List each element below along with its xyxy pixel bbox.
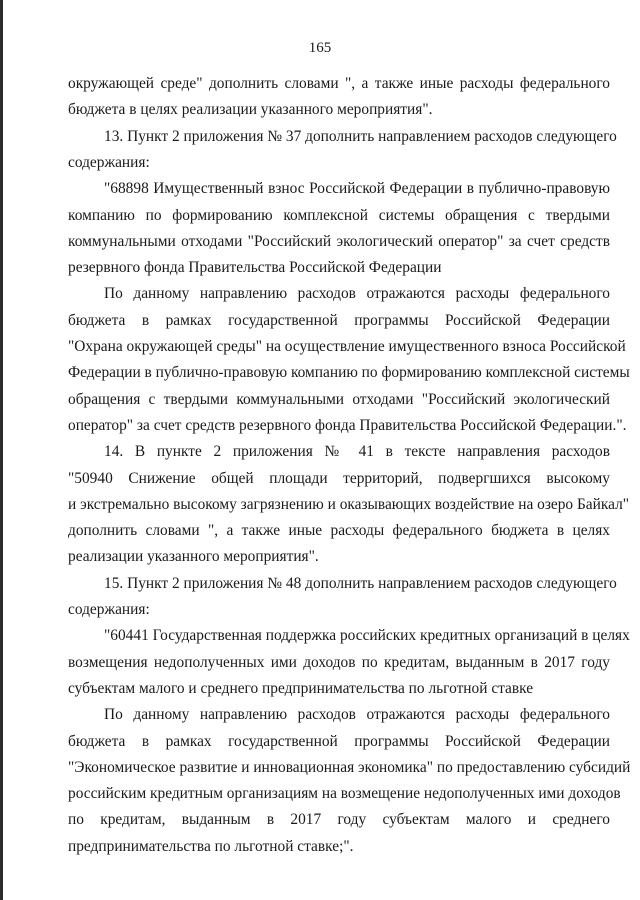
paragraph-first-line: По данному направлению расходов отражаются расходы федерального xyxy=(104,706,610,724)
text-line: по кредитам, выданным в 2017 году субъектам малого и среднего xyxy=(68,811,610,829)
text-line: "Охрана окружающей среды" на осуществление имущественного взноса Российской xyxy=(68,338,626,355)
text-line: предпринимательства по льготной ставке;". xyxy=(68,837,354,855)
text-line: компанию по формированию комплексной системы обращения с твердыми xyxy=(68,206,610,224)
text-line: возмещения недополученных ими доходов по кредитам, выданным в 2017 году xyxy=(68,653,610,671)
paragraph-first-line: 15. Пункт 2 приложения № 48 дополнить направлением расходов следующего xyxy=(104,574,617,592)
text-line: оператор" за счет средств резервного фонда Правительства Российской Федерации.". xyxy=(68,416,627,434)
text-line: коммунальными отходами "Российский экологический оператор" за счет средств xyxy=(68,232,610,250)
paragraph-first-line: 14. В пункте 2 приложения № 41 в тексте направления расходов xyxy=(104,443,610,461)
page-number: 165 xyxy=(308,40,332,56)
text-line: дополнить словами ", а также иные расходы федерального бюджета в целях xyxy=(68,522,610,540)
text-line: "Экономическое развитие и инновационная экономика" по предоставлению субсидий xyxy=(68,758,631,776)
text-line: "50940 Снижение общей площади территорий, подвергшихся высокому xyxy=(68,469,610,487)
text-line: бюджета в рамках государственной программы Российской Федерации xyxy=(68,732,610,750)
text-line: содержания: xyxy=(68,601,150,618)
text-line: бюджета в целях реализации указанного мероприятия". xyxy=(68,101,433,119)
paragraph-first-line: По данному направлению расходов отражаются расходы федерального xyxy=(104,285,610,303)
scan-edge xyxy=(0,0,3,900)
text-line: содержания: xyxy=(68,153,150,171)
paragraph-first-line: "60441 Государственная поддержка российских кредитных организаций в целях xyxy=(104,627,630,645)
paragraph-first-line: "68898 Имущественный взнос Российской Федерации в публично-правовую xyxy=(104,180,610,198)
text-line: реализации указанного мероприятия". xyxy=(68,548,319,566)
text-line: российским кредитным организациям на возмещение недополученных ими доходов xyxy=(68,785,621,803)
text-line: обращения с твердыми коммунальными отходами "Российский экологический xyxy=(68,390,610,408)
text-line: резервного фонда Правительства Российской Федерации xyxy=(68,259,442,277)
paragraph-first-line: 13. Пункт 2 приложения № 37 дополнить направлением расходов следующего xyxy=(104,127,617,145)
text-line: субъектам малого и среднего предпринимательства по льготной ставке xyxy=(68,679,534,697)
text-line: и экстремально высокому загрязнению и оказывающих воздействие на озеро Байкал" xyxy=(68,495,630,513)
text-line: бюджета в рамках государственной программы Российской Федерации xyxy=(68,311,610,329)
text-line: окружающей среде" дополнить словами ", а также иные расходы федерального xyxy=(68,75,610,92)
text-line: Федерации в публично-правовую компанию по формированию комплексной системы xyxy=(68,364,630,382)
